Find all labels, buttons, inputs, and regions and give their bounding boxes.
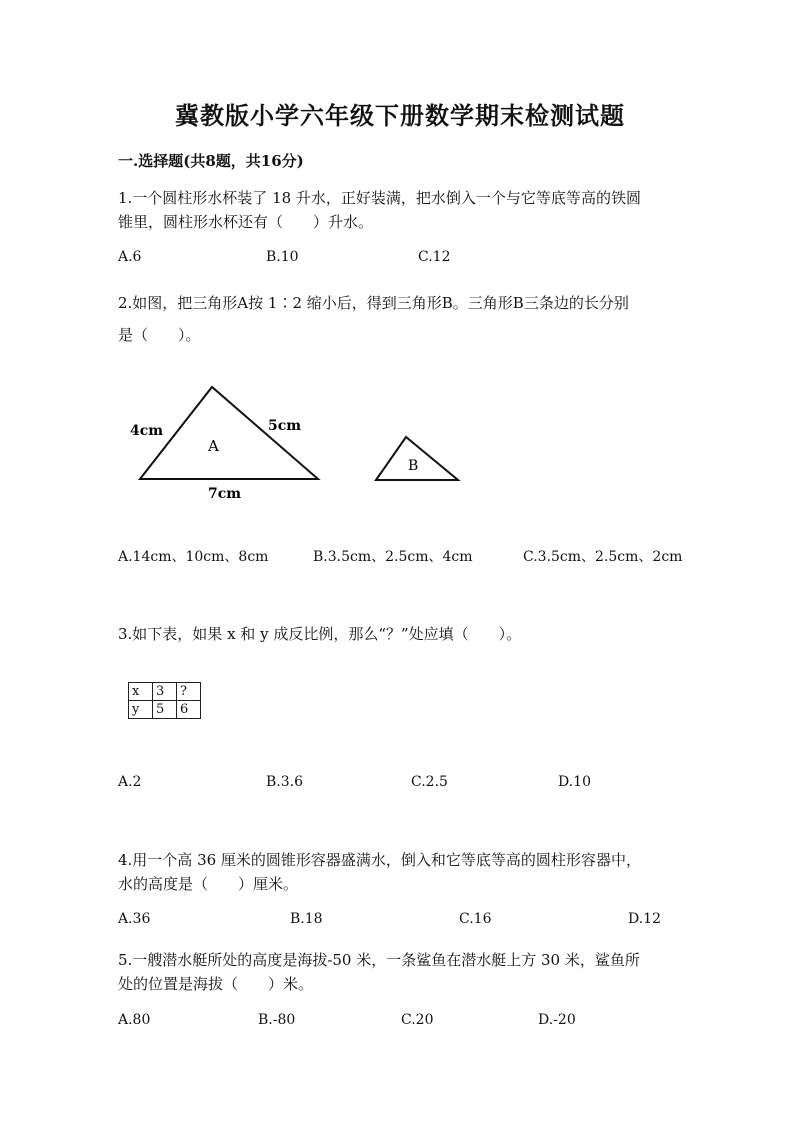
question-3-line-1: 3.如下表，如果 x 和 y 成反比例，那么“？”处应填（ ）。 bbox=[118, 625, 522, 643]
question-5 bbox=[118, 948, 688, 996]
question-5-options bbox=[118, 1012, 698, 1034]
question-4-options bbox=[118, 911, 698, 933]
triangle-b-label: B bbox=[408, 458, 419, 474]
triangle-diagram bbox=[118, 375, 478, 505]
q4-option-b: B.18 bbox=[290, 911, 323, 927]
q2-option-c: C.3.5cm、2.5cm、2cm bbox=[523, 549, 683, 565]
q1-option-b: B.10 bbox=[266, 249, 299, 265]
question-4 bbox=[118, 848, 688, 896]
question-5-line-2: 处的位置是海拔（ ）米。 bbox=[118, 975, 314, 993]
triangle-a-label: A bbox=[208, 437, 219, 455]
question-1 bbox=[118, 186, 688, 234]
q5-option-c: C.20 bbox=[401, 1012, 434, 1028]
question-3-options bbox=[118, 774, 698, 796]
side-left-label: 4cm bbox=[130, 423, 164, 439]
triangle-figure bbox=[118, 375, 478, 505]
question-1-line-1: 1.一个圆柱形水杯装了 18 升水，正好装满，把水倒入一个与它等底等高的铁圆 bbox=[118, 189, 641, 207]
question-1-line-2: 锥里，圆柱形水杯还有（ ）升水。 bbox=[118, 213, 374, 231]
q3-option-b: B.3.6 bbox=[266, 774, 304, 790]
q4-option-c: C.16 bbox=[459, 911, 492, 927]
table-cell: 6 bbox=[177, 701, 201, 719]
side-bottom-label: 7cm bbox=[208, 486, 242, 502]
question-2-options bbox=[118, 546, 698, 568]
table-cell: 5 bbox=[153, 701, 177, 719]
table-cell: 3 bbox=[153, 683, 177, 701]
question-5-line-1: 5.一艘潜水艇所处的高度是海拔-50 米，一条鲨鱼在潜水艇上方 30 米，鲨鱼所 bbox=[118, 951, 640, 969]
q3-option-a: A.2 bbox=[118, 774, 142, 790]
q3-option-c: C.2.5 bbox=[411, 774, 448, 790]
table-cell: ? bbox=[177, 683, 201, 701]
table-row bbox=[129, 683, 201, 701]
question-2-line-1: 2.如图，把三角形A按 1∶2 缩小后，得到三角形B。三角形B三条边的长分别 bbox=[118, 294, 629, 312]
page-title: 冀教版小学六年级下册数学期末检测试题 bbox=[175, 101, 625, 130]
q2-option-a: A.14cm、10cm、8cm bbox=[118, 549, 269, 565]
table-cell: y bbox=[129, 701, 153, 719]
question-2-line-2: 是（ ）。 bbox=[118, 326, 201, 344]
question-2 bbox=[118, 287, 688, 351]
question-1-options bbox=[118, 249, 698, 271]
table-cell: x bbox=[129, 683, 153, 701]
table-row bbox=[129, 701, 201, 719]
q1-option-a: A.6 bbox=[118, 249, 142, 265]
xy-table bbox=[128, 682, 201, 719]
q3-option-d: D.10 bbox=[558, 774, 591, 790]
q4-option-d: D.12 bbox=[628, 911, 661, 927]
question-4-line-2: 水的高度是（ ）厘米。 bbox=[118, 875, 299, 893]
q1-option-c: C.12 bbox=[418, 249, 451, 265]
section-heading: 一.选择题(共8题，共16分) bbox=[118, 152, 304, 170]
side-right-label: 5cm bbox=[268, 418, 302, 434]
q2-option-b: B.3.5cm、2.5cm、4cm bbox=[313, 549, 473, 565]
q5-option-d: D.-20 bbox=[538, 1012, 576, 1028]
q5-option-b: B.-80 bbox=[258, 1012, 296, 1028]
q5-option-a: A.80 bbox=[118, 1012, 151, 1028]
question-4-line-1: 4.用一个高 36 厘米的圆锥形容器盛满水，倒入和它等底等高的圆柱形容器中， bbox=[118, 851, 641, 869]
q4-option-a: A.36 bbox=[118, 911, 151, 927]
question-3 bbox=[118, 622, 688, 646]
